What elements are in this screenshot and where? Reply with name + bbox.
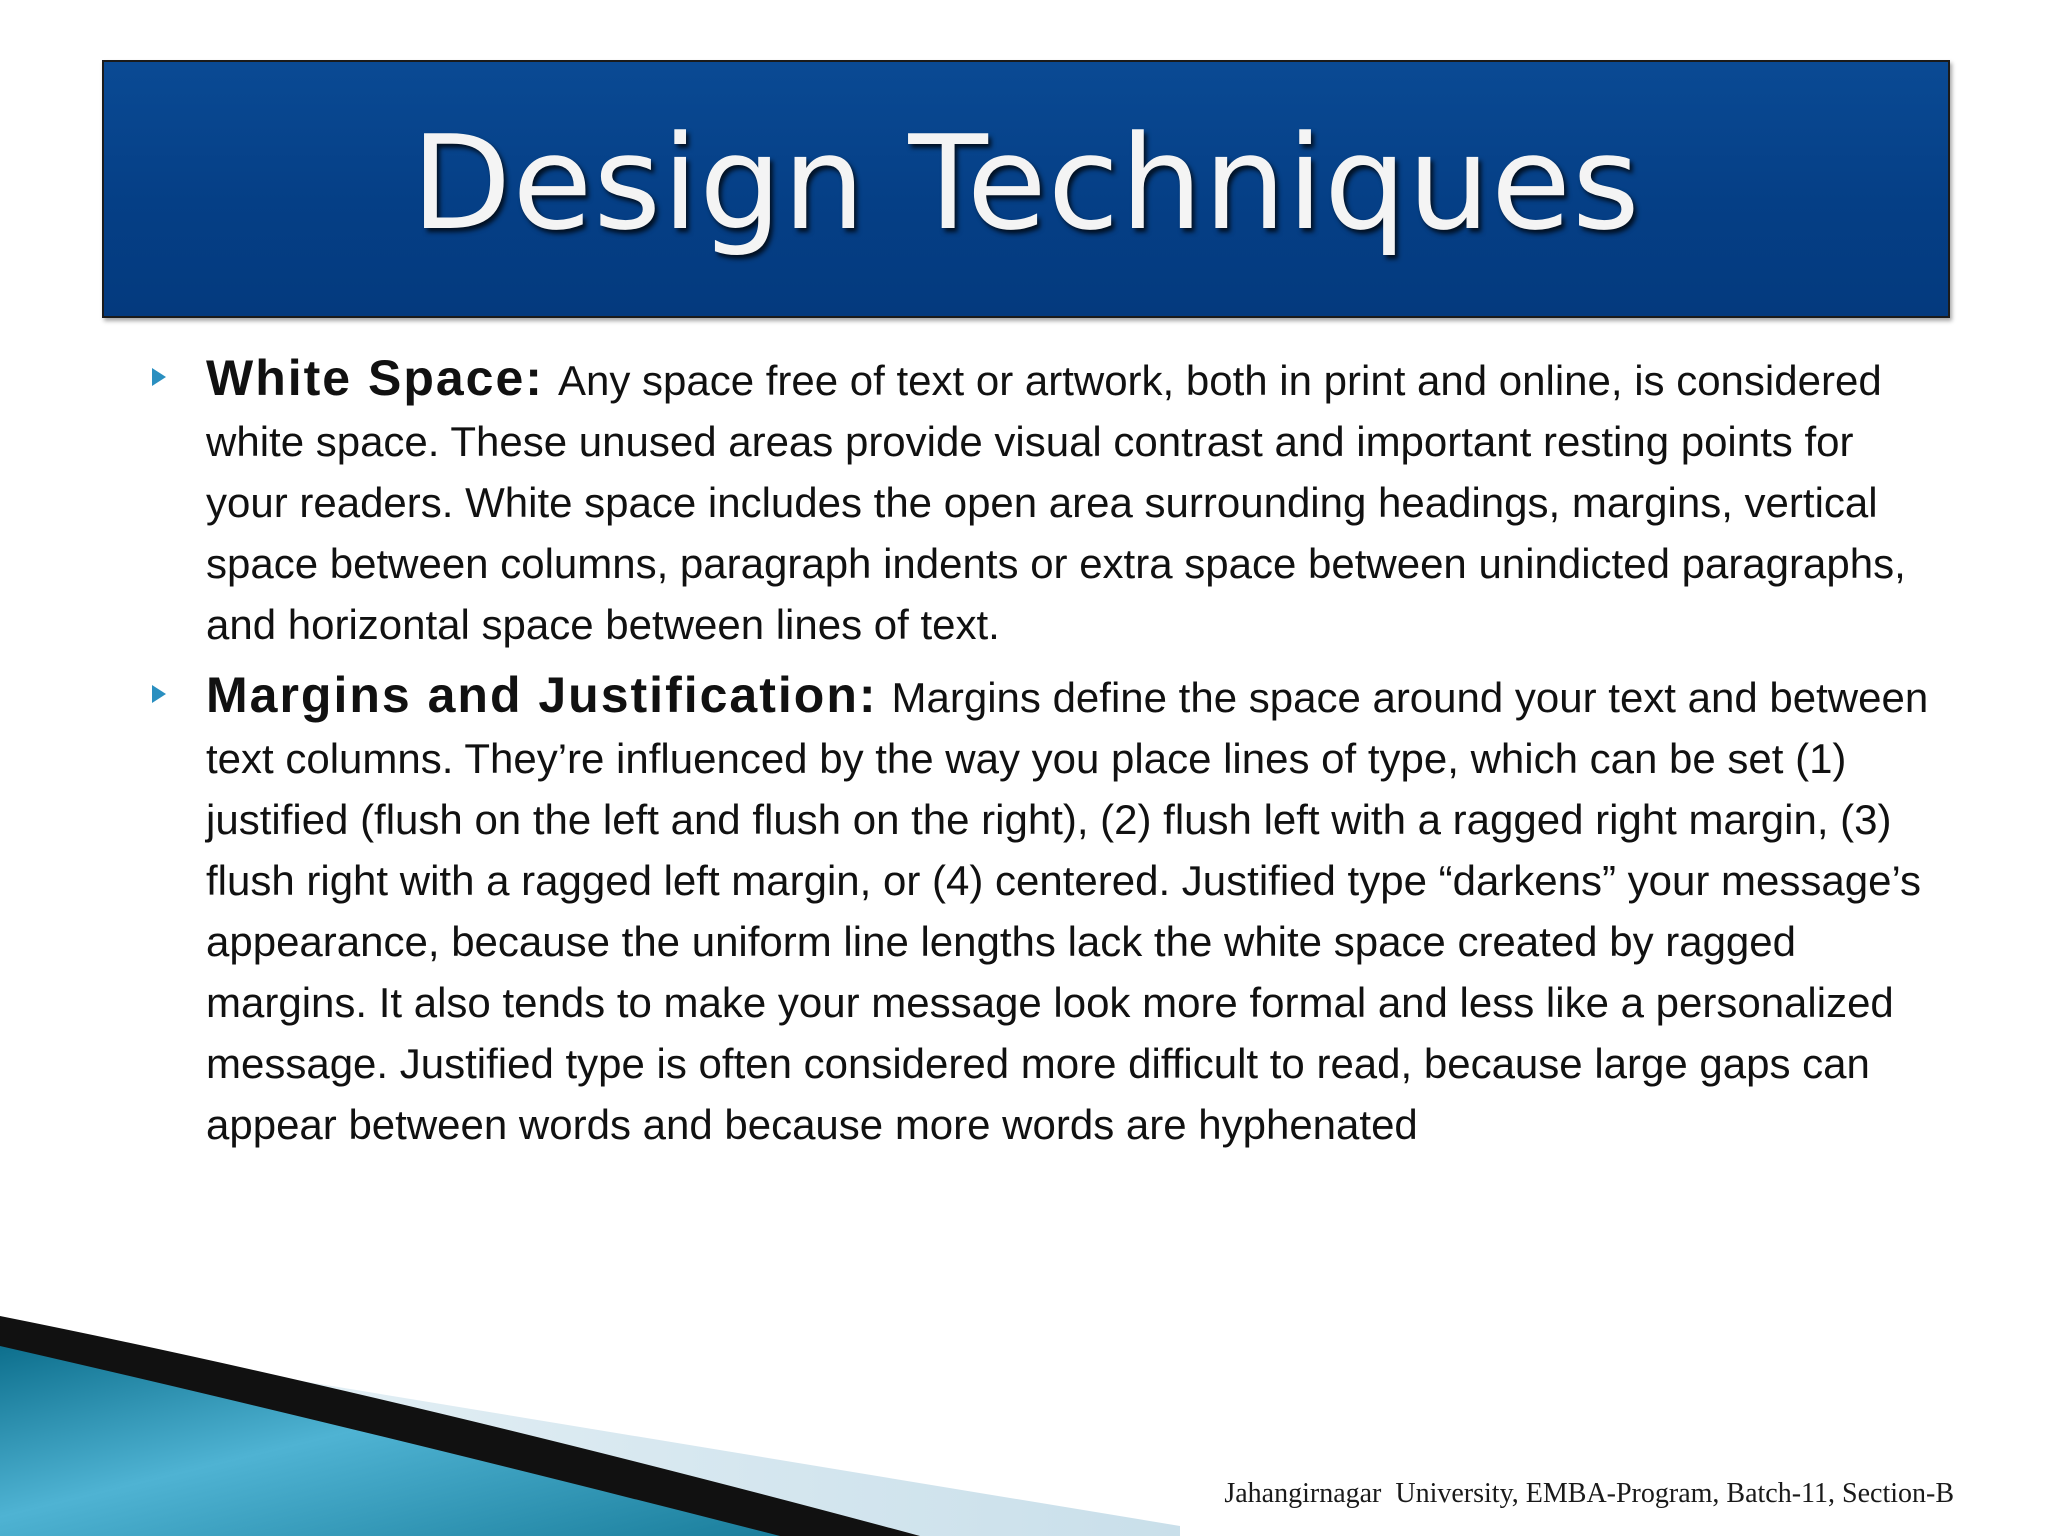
- title-banner: [102, 60, 1950, 318]
- triangle-right-icon: [152, 685, 166, 703]
- bullet-term: Margins and Justification:: [206, 667, 878, 723]
- triangle-right-icon: [152, 368, 166, 386]
- bullet-text: Any space free of text or artwork, both in print and online, is considered white space. These unused areas provide visual contrast and important resting points for your readers. White space includes the open area surrounding headings, margins, vertical space between columns, paragraph indents or extra space between unindicted paragraphs, and horizontal space between lines of text.: [206, 357, 1906, 648]
- slide-content: [146, 348, 1936, 1165]
- bullet-margins-justification: [146, 665, 1936, 1155]
- slide-title: Design Techniques: [411, 107, 1641, 259]
- bullet-white-space: [146, 348, 1936, 655]
- bullet-term: White Space:: [206, 350, 544, 406]
- bullet-text: Margins define the space around your text and between text columns. They’re influenced by the way you place lines of type, which can be set (1) justified (flush on the left and flush on the right), (2) flush left with a ragged right margin, (3) flush right with a ragged left margin, or (4) centered. Justified type “darkens” your message’s appearance, because the uniform line lengths lack the white space created by ragged margins. It also tends to make your message look more formal and less like a personalized message. Justified type is often considered more difficult to read, because large gaps can appear between words and because more words are hyphenated: [206, 674, 1929, 1148]
- footer-text: Jahangirnagar University, EMBA-Program, Batch-11, Section-B: [1224, 1478, 1954, 1509]
